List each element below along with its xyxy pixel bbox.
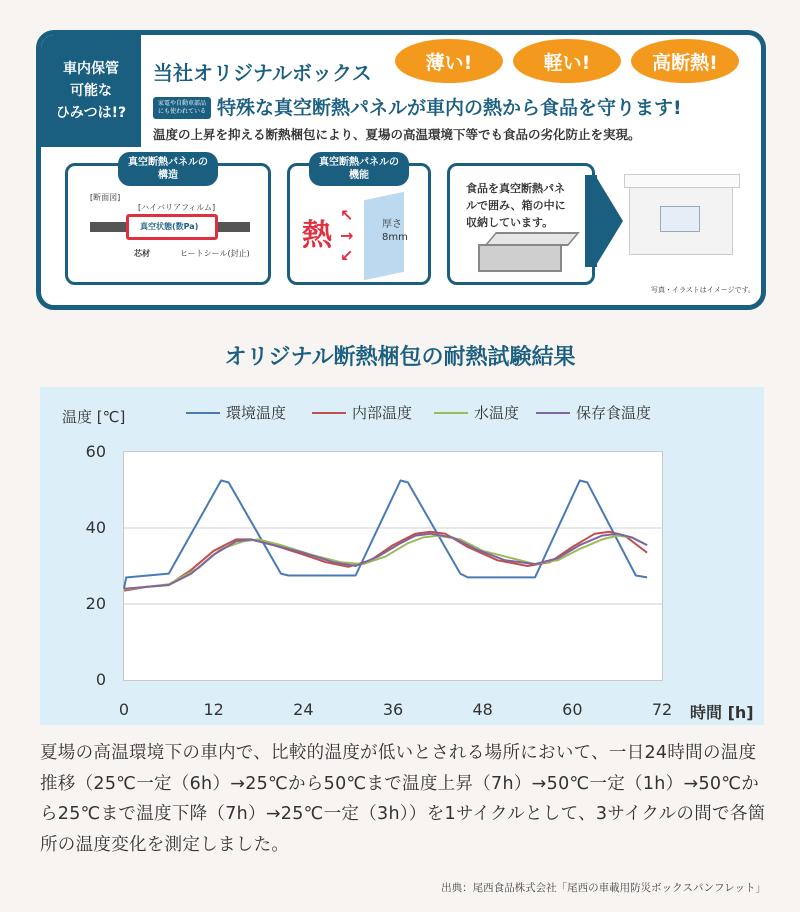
- section-label: [断面図]: [90, 193, 121, 202]
- chart-caption: 夏場の高温環境下の車内で、比較的温度が低いとされる場所において、一日24時間の温度推移（25℃一定（6h）→25℃から50℃まで温度上昇（7h）→50℃一定（1h）→50℃から25℃まで温度下降（7h）→25℃一定（3h））を1サイクルとして、3サイクルの間で各箇所の温度変化を測定しました。: [40, 743, 766, 855]
- bubble-thin: 薄い!: [395, 39, 503, 83]
- food-box-text: 食品を真空断熱パネ ルで囲み、箱の中に 収納しています。: [466, 182, 566, 229]
- heat-arrows-icon: ↖ → ↙: [340, 206, 354, 265]
- series-line-1: [124, 532, 647, 591]
- series-line-2: [124, 536, 647, 590]
- y-tick-label: 60: [85, 442, 106, 461]
- panel-description: 温度の上昇を抑える断熱梱包により、夏場の高温環境下等でも食品の劣化防止を実現。: [153, 127, 641, 142]
- seal-label: ヒートシール(封止): [180, 249, 250, 258]
- x-tick-label: 12: [203, 700, 224, 719]
- x-tick-label: 0: [118, 700, 130, 719]
- panel-subtitle: 特殊な真空断熱パネルが車内の熱から食品を守ります!: [217, 97, 682, 119]
- y-tick-label: 20: [85, 594, 106, 613]
- structure-tag: 真空断熱パネルの 構造: [118, 152, 218, 186]
- heat-label: 熱: [302, 218, 332, 253]
- y-axis-label: 温度 [℃]: [62, 408, 126, 426]
- function-tag: 真空断熱パネルの 機能: [309, 152, 409, 186]
- thickness-label: 厚さ 8mm: [382, 219, 408, 243]
- x-tick-label: 60: [562, 700, 583, 719]
- chart-title: オリジナル断熱梱包の耐熱試験結果: [224, 345, 576, 370]
- legend-water: 水温度: [434, 402, 519, 423]
- y-tick-label: 40: [85, 518, 106, 537]
- film-label: [ハイバリアフィルム]: [138, 203, 216, 212]
- bubble-light: 軽い!: [513, 39, 621, 83]
- vacuum-label: 真空状態(数Pa): [140, 222, 199, 231]
- panel-title: 当社オリジナルボックス: [153, 61, 372, 85]
- secret-label-line1: 車内保管: [62, 61, 119, 77]
- legend-food: 保存食温度: [536, 402, 651, 423]
- bubble-insulation: 高断熱!: [631, 39, 739, 83]
- usage-badge: 家電や自動車部品にも使われている: [153, 97, 211, 119]
- x-tick-label: 48: [472, 700, 493, 719]
- x-tick-label: 72: [651, 700, 673, 719]
- x-tick-label: 36: [382, 700, 404, 719]
- source-note: 出典：尾西食品株式会社「尾西の車載用防災ボックスパンフレット」: [441, 882, 766, 894]
- x-tick-label: 24: [293, 700, 314, 719]
- y-tick-label: 0: [95, 670, 106, 689]
- legend-internal: 内部温度: [312, 402, 412, 423]
- photo-note: 写真・イラストはイメージです。: [651, 286, 756, 294]
- series-line-0: [124, 481, 647, 589]
- secret-label-line2: 可能な: [69, 83, 112, 99]
- x-axis-label: 時間 [h]: [690, 703, 754, 722]
- legend-ambient: 環境温度: [186, 402, 286, 423]
- secret-label-line3: ひみつは!?: [55, 105, 127, 121]
- core-label: 芯材: [134, 249, 150, 258]
